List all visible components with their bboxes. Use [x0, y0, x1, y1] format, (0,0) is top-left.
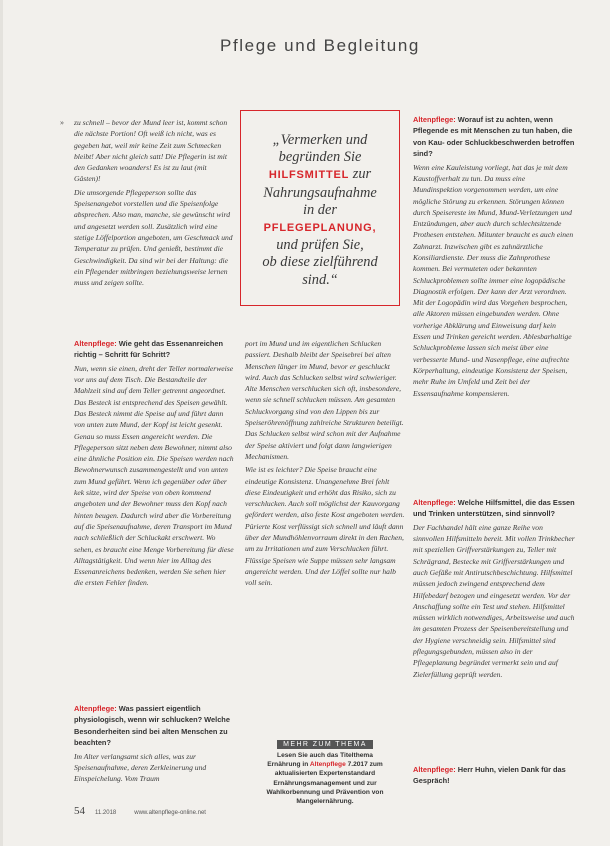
- body-paragraph: Die umsorgende Pflegeperson sollte das Speisenangebot vorstellen und die Speisenfolge absprechen. Also man, manche, sie gewünscht wird und angesetzt werden soll. Zusätzlich wird eine stetige Löffelportion angeboten, um Geschmack und Temperatur zu prüfen. Und genießt, bestimmt die Geschwindigkeit. Da sind wir bei der Haltung: die ein Pflegender mitbringen beziehungsweise lernen muss und zeigen sollte.: [74, 187, 233, 288]
- related-line: Wahlkorbennung und Prävention von: [266, 788, 384, 796]
- question-label: Altenpflege:: [413, 498, 456, 507]
- quote-line: Nahrungsaufnahme: [263, 184, 377, 201]
- question-text: Was passiert eigentlich physiologisch, wenn wir schlucken? Welche Besonderheiten sind bei alten Menschen zu beachten?: [74, 704, 230, 748]
- quote-line: [240, 219, 400, 237]
- column-2: [245, 338, 405, 591]
- quote-text: zur: [349, 166, 372, 183]
- question-text: Worauf ist zu achten, wenn Pflegende es mit Menschen zu tun haben, die von Kau- oder Schluckbeschwerden betroffen sind?: [413, 115, 575, 159]
- related-line: Ernährungsmanagement und zur: [273, 779, 377, 787]
- column-3-section-1: [413, 114, 575, 401]
- section-header-title: Pflege und Begleitung: [220, 36, 420, 55]
- related-topic-badge: MEHR ZUM THEMA: [277, 740, 373, 749]
- answer-paragraph: Der Fachhandel hält eine ganze Reihe von sinnvollen Hilfsmitteln bereit. Mit vollen Trinkbecher mit speziellen Griffverstärkungen zu, Teller mit Schrägrand, Bestecke mit Griffverstärkungen und auch Gefäße mit Antirutschbeschichtung. Hilfsmittel müssen jedoch zwingend entsprechend dem Hilfebedarf bezogen und eingesetzt werden. Vor der Anschaffung sollte ein Test und stehen. Hilfsmittel müssen wirklich notwendiges, Arbeitsweise und auch im gesamten Prozess der Speisenbereitstellung und der Hygiene verschneidig sein. Hilfsmittel sind pflegungsgebunden, müssen also in der Pflegeplanung begründet vermerkt sein und auf Zielerfüllung geprüft werden.: [413, 522, 575, 679]
- answer-paragraph: Nun, wenn sie einen, dreht der Teller normalerweise vor uns auf dem Tisch. Die Bestandteile der Mahlzeit sind auf dem Teller getrennt angeordnet. Das Besteck ist entsprechend des Speisen gewählt. Das Besteck nimmt die Speise auf und führt dann von unten zum Mund, der Kopf ist leicht gesenkt. Genau so muss Essen angereicht werden. Die Pflegeperson sitzt neben dem Bewohner, nimmt also eine ähnliche Position ein. Die Speisen werden nach Bewohnerwunsch zusammengestellt und von unten zum Mund geführt. Wenn ich gegenüber oder über kek sitze, wird der Speise von oben kommend angeboten und der Bewohner muss den Kopf nach hinten beugen. Dadurch wird aber die Vorbereitung auf die Speisenaufnahme, deren Transport im Mund nach schließlich der Schluckakt erschwert. Wo sehen, es braucht eine Menge Vorbereitung für diese Alltagstätigkeit. Und wenn hier im Alltag des Essenanreichens bedenken, werden Sie sehen hier die ersten Fehler finden.: [74, 363, 234, 588]
- related-text: Ernährung in: [267, 761, 310, 769]
- related-line: aktualisierten Expertenstandard: [274, 770, 376, 778]
- column-1-section-3: [74, 703, 234, 787]
- answer-paragraph: Wenn eine Kauleistung vorliegt, hat das je mit dem Kaustoffverhalt zu tun. Da muss eine Mundinspektion vorgenommen werden, um eine mögliche Störung zu erkennen. Störungen können durch Speisereste im Mund, Mund-Verletzungen und Entzündungen, aber auch durch schlechtsitzende Prothesen entstehen. Mitunter braucht es auch einen Zahnarzt. Inzwischen gibt es zahnärztliche Konsiliardienste. Der muss die Zahnprothese kommen. Bei vermuteten oder bekannten Schluckproblemen sollte immer eine logopädische Diagnostik erfolgen. Der kann der Arzt verordnen. Mit der Logopädin wird das Vorgehen besprochen, alle Aktoren müssen eingebunden werden. Ohne vorherige Abklärung und Einweisung darf kein Essen und Trinken gereicht werden. Ablesbarhaltige Schluckprobleme lassen sich meist über eine verbesserte Mund- und Nasenpflege, eine aufrechte Körperhaltung, eindeutige Konsistenz der Speisen, mehr Ruhe im Umfeld und Zeit bei der Essensaufnahme kompensieren.: [413, 162, 574, 398]
- website-url: www.altenpflege-online.net: [134, 810, 206, 816]
- body-paragraph: port im Mund und im eigentlichen Schlucken passiert. Deshalb bleibt der Speisebrei bei alten Menschen länger im Mund, bevor er geschluckt wird. Auch das Schlucken selbst wird schwieriger. Alte Menschen verschlucken sich oft, insbesondere, wenn sie schnell schlucken müssen. Am gesamten Schluckvorgang sind von den Lippen bis zur Speiseröhrenöffnung zahlreiche Strukturen beteiligt. Das Schlucken selbst wird schon mit der Aufnahme der Speise aktiviert und folgt dann langwierigen Mechanismen.: [245, 339, 404, 461]
- magazine-name: Altenpflege: [309, 761, 346, 769]
- quote-line: begründen Sie: [278, 149, 362, 166]
- quote-highlight: HILFSMITTEL: [268, 169, 350, 182]
- related-text: 7.2017 zum: [345, 761, 383, 769]
- quote-highlight: PFLEGEPLANUNG,: [263, 222, 377, 235]
- closing-question: [413, 764, 575, 787]
- interview-question: [74, 338, 234, 361]
- quote-line: [240, 166, 400, 184]
- interview-question: [413, 497, 575, 520]
- interview-question: [413, 114, 575, 160]
- quote-line: in der: [303, 201, 337, 218]
- column-3-closing: [413, 764, 575, 789]
- question-label: Altenpflege:: [413, 765, 456, 774]
- related-topic-box: [244, 733, 406, 806]
- page-number: 54: [74, 805, 85, 817]
- pull-quote: [240, 132, 400, 289]
- related-line: [244, 760, 406, 769]
- column-1-section-2: [74, 338, 234, 591]
- interview-question: [74, 703, 234, 749]
- quote-line: „Vermerken und: [272, 132, 368, 148]
- intro-text: zu schnell – bevor der Mund leer ist, kommt schon die nächste Portion! Oft weiß ich nicht, was es gegeben hat, weil mir keine Zeit zum Schmecken bleibt! Aber nicht gleich satt! Die Pflegerin ist mit den Gedanken woanders! Es ist zu laut (mit Gästen)!: [74, 118, 228, 184]
- question-label: Altenpflege:: [74, 704, 117, 713]
- answer-paragraph: Im Alter verlangsamt sich alles, was zur Speisenaufnahme, deren Zerkleinerung und Einspeichelung. Vom Traum: [74, 751, 207, 784]
- quote-line: sind.“: [302, 271, 338, 288]
- question-text: Wie geht das Essenanreichen richtig – Schritt für Schritt?: [74, 339, 224, 360]
- question-text: Welche Hilfsmittel, die das Essen und Trinken unterstützen, sind sinnvoll?: [413, 498, 575, 519]
- quote-line: und prüfen Sie,: [276, 237, 364, 254]
- issue-date: 11.2018: [95, 810, 117, 816]
- page-spine-edge: [0, 0, 3, 846]
- question-label: Altenpflege:: [74, 339, 117, 348]
- body-paragraph: Wie ist es leichter? Die Speise braucht eine eindeutige Konsistenz. Unangenehme Brei fehlt diese Eindeutigkeit und erhöht das Risiko, sich zu verschlucken. Auch soll möglichst der Kauvorgang gefördert werden, also feste Kost angeboten werden. Pürierte Kost verflüssigt sich schnell und läuft dann über der Mundhöhlenvorraum direkt in den Rachen, um zu Irritationen und zum Verschlucken führt. Flüssige Speisen wie Suppe müssen sehr langsam angereicht werden. Und der Löffel sollte nur halb voll sein.: [245, 465, 405, 588]
- column-1-intro: [60, 117, 234, 290]
- related-line: Lesen Sie auch das Titelthema: [277, 752, 373, 759]
- related-topic-text: [244, 751, 406, 806]
- page-footer: [74, 805, 374, 817]
- column-3-section-2: [413, 497, 575, 682]
- question-text: Herr Huhn, vielen Dank für das Gespräch!: [413, 765, 566, 786]
- question-label: Altenpflege:: [413, 115, 456, 124]
- continuation-marker: »: [60, 118, 64, 127]
- quote-line: ob diese zielführend: [262, 254, 378, 271]
- related-line: Mangelernährung.: [296, 798, 354, 806]
- intro-paragraph: [60, 117, 234, 185]
